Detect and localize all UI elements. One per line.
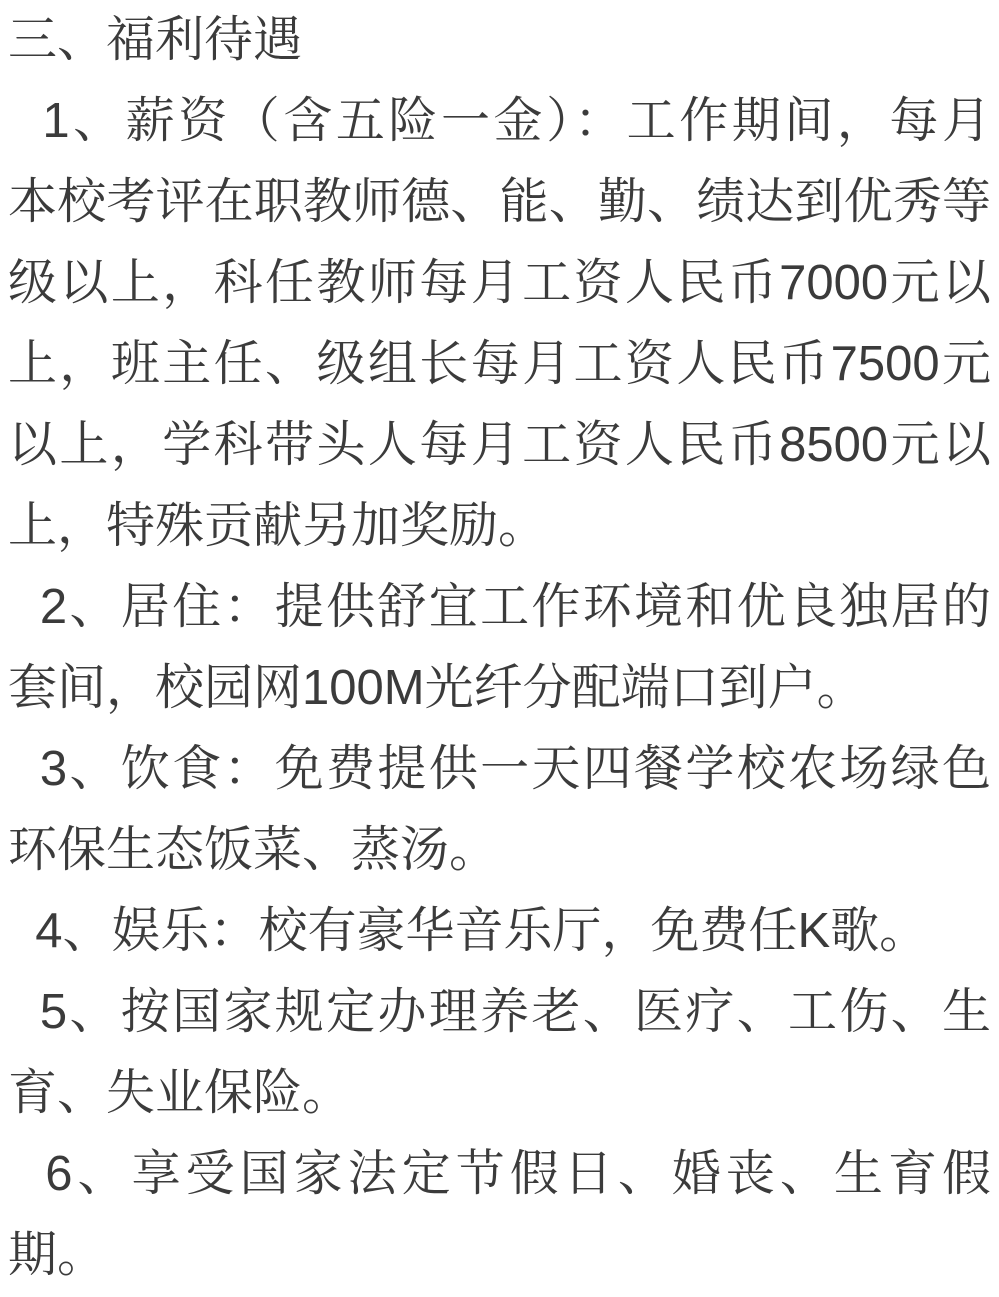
section-heading: 三、福利待遇 [8, 13, 303, 67]
item-entertainment-line-1: 4、娱乐：校有豪华音乐厅，免费任K歌。 [8, 904, 929, 958]
item-salary-line-5: 以上，学科带头人每月工资人民币8500元以 [8, 418, 991, 472]
item-housing [8, 567, 991, 729]
item-holidays-line-2: 期。 [8, 1228, 107, 1282]
item-salary-line-4: 上，班主任、级组长每月工资人民币7500元 [8, 337, 991, 391]
item-insurance [8, 972, 991, 1134]
item-entertainment [8, 891, 991, 972]
item-housing-line-1: 2、居住：提供舒宜工作环境和优良独居的 [8, 580, 991, 634]
item-holidays-line-1: 6、享受国家法定节假日、婚丧、生育假 [8, 1147, 991, 1201]
item-food [8, 729, 991, 891]
item-salary-line-3: 级以上，科任教师每月工资人民币7000元以 [8, 256, 991, 310]
item-housing-line-2: 套间，校园网100M光纤分配端口到户。 [8, 661, 866, 715]
item-holidays [8, 1134, 991, 1296]
item-insurance-line-1: 5、按国家规定办理养老、医疗、工伤、生 [8, 985, 991, 1039]
item-food-line-1: 3、饮食：免费提供一天四餐学校农场绿色 [8, 742, 991, 796]
item-insurance-line-2: 育、失业保险。 [8, 1066, 352, 1120]
item-food-line-2: 环保生态饭菜、蒸汤。 [8, 823, 499, 877]
item-salary-line-6: 上，特殊贡献另加奖励。 [8, 499, 548, 553]
item-salary-line-1: 1、薪资（含五险一金）：工作期间，每月 [8, 94, 991, 148]
item-salary [8, 81, 991, 567]
item-salary-line-2: 本校考评在职教师德、能、勤、绩达到优秀等 [8, 175, 991, 229]
